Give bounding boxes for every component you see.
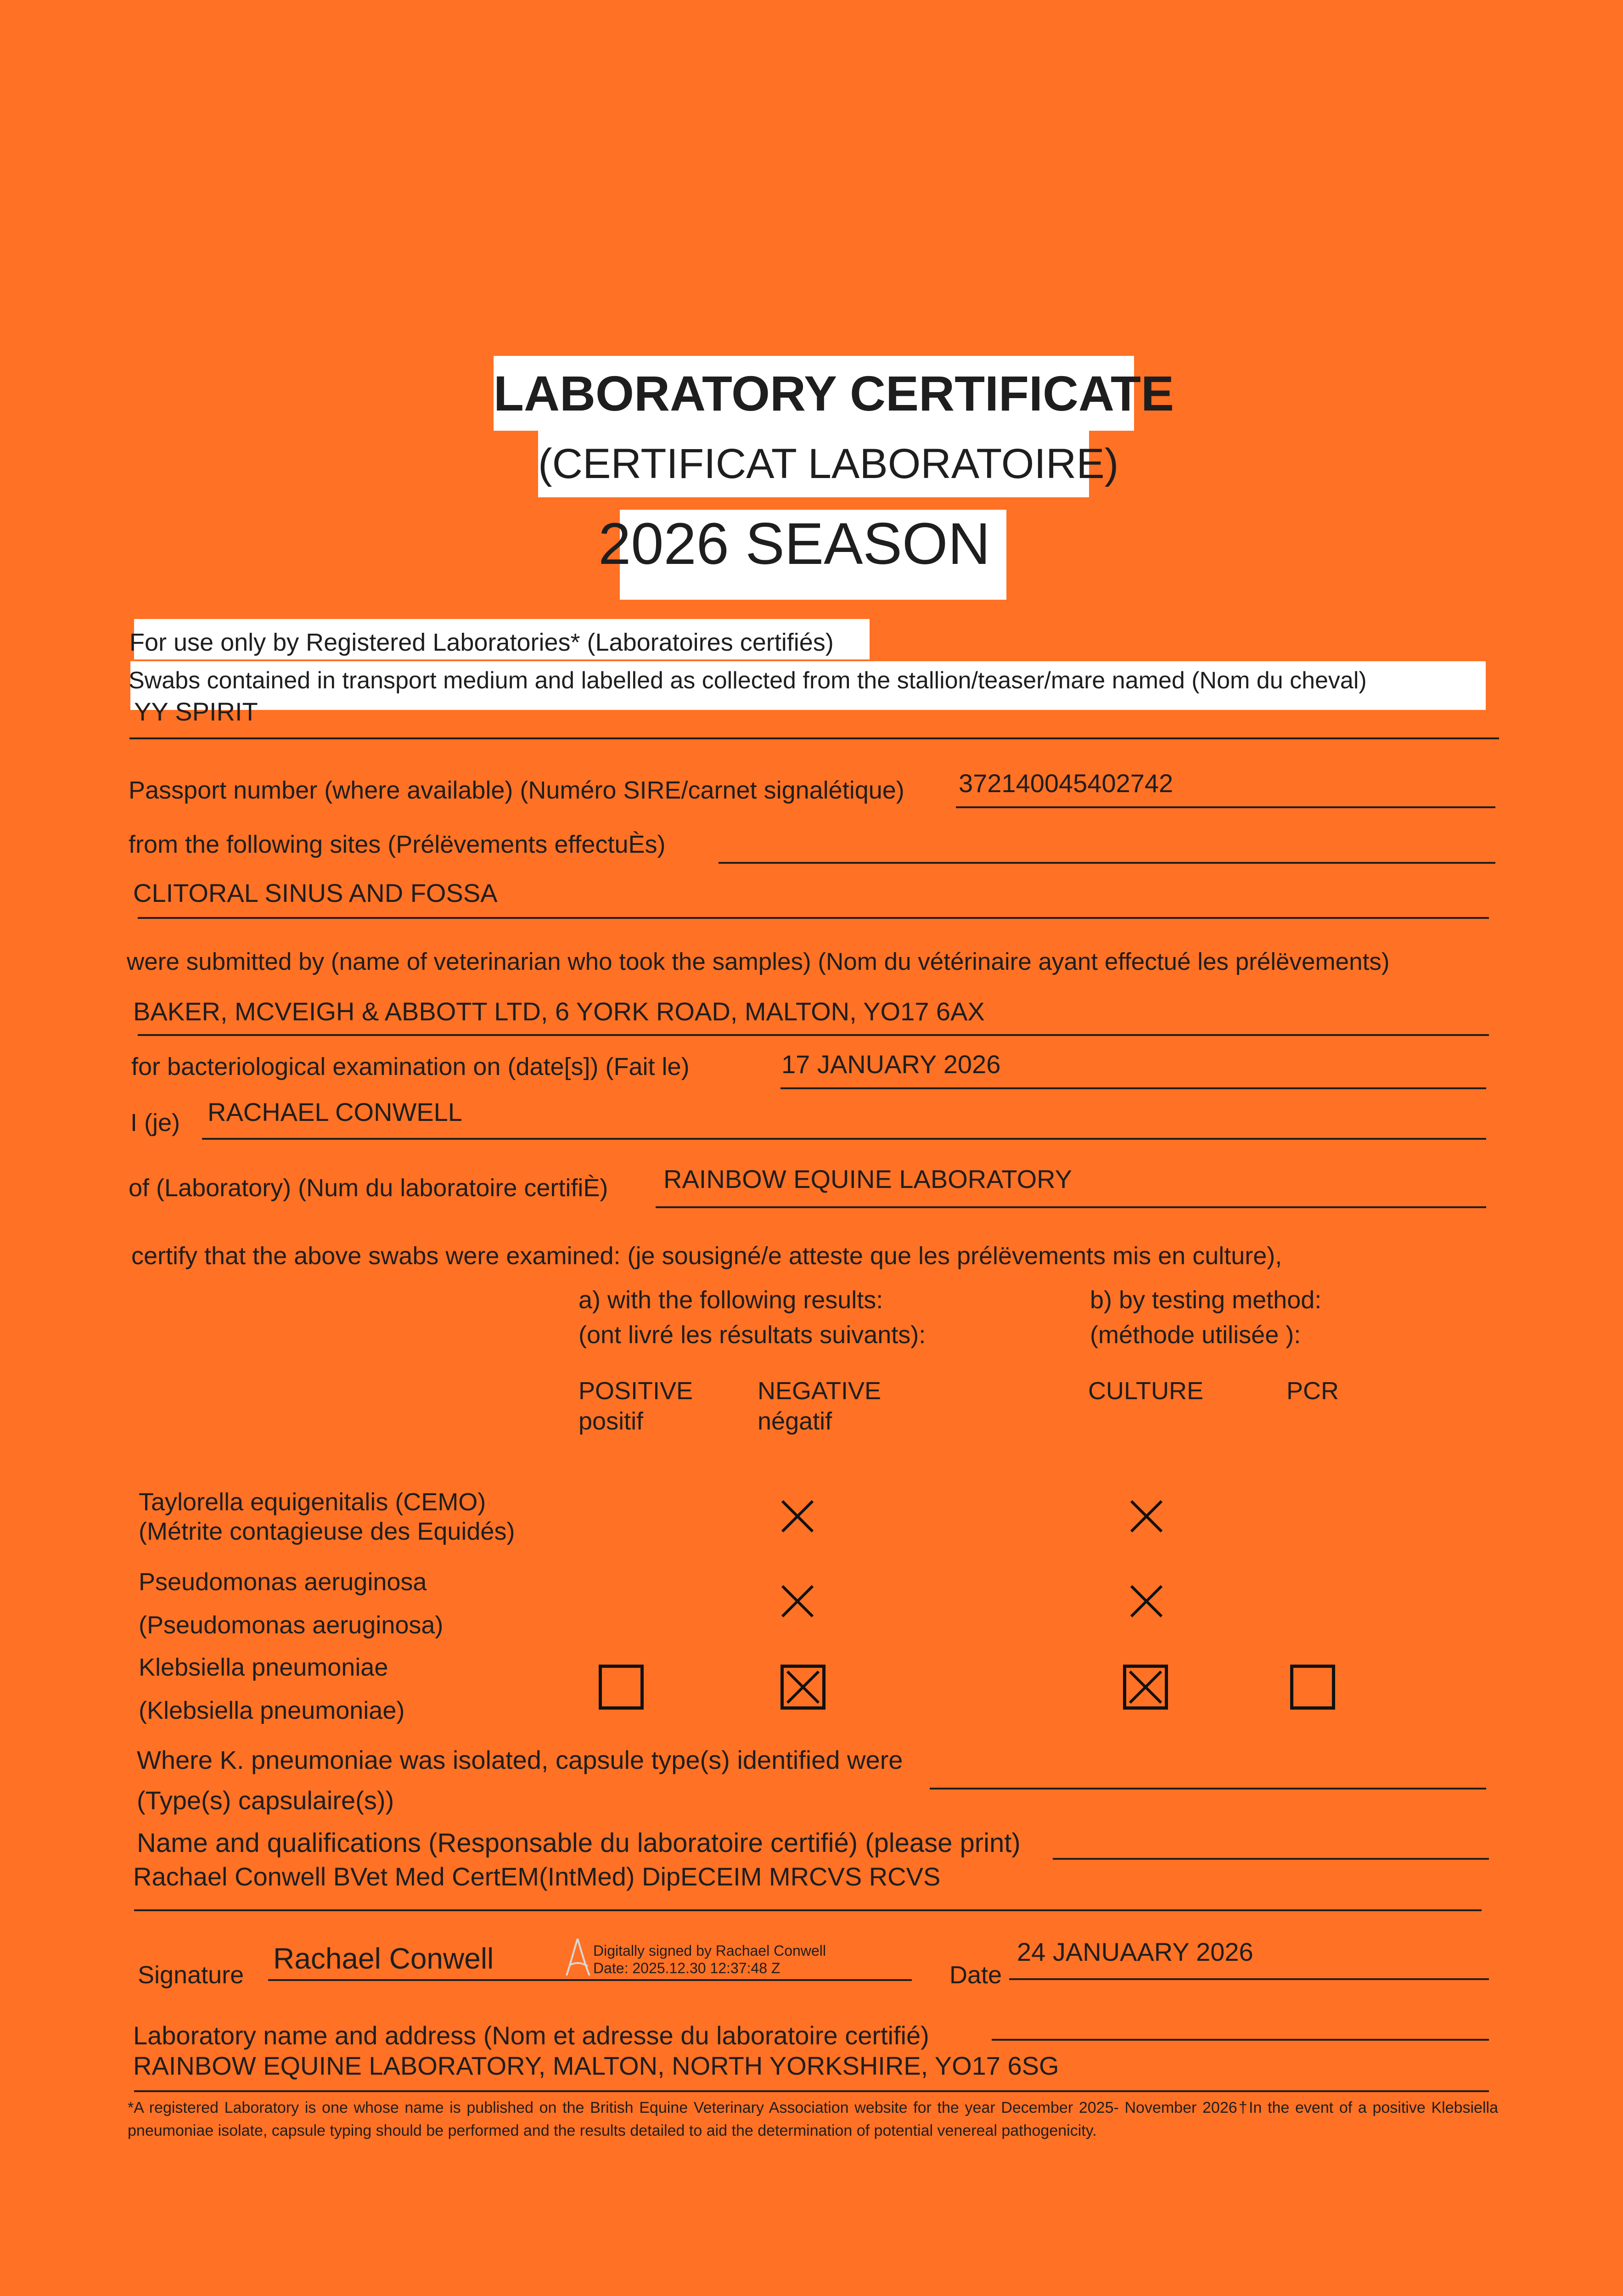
date-label: Date (949, 1961, 1002, 1989)
lab-address-label: Laboratory name and address (Nom et adresse du laboratoire certifié) (133, 2021, 929, 2050)
taylorella-negative-cross-icon (781, 1499, 814, 1533)
klebsiella-positive-checkbox[interactable] (599, 1665, 644, 1710)
taylorella-culture-cross-icon (1129, 1499, 1163, 1533)
signature-name: Rachael Conwell (273, 1942, 494, 1975)
digital-signature-line2: Date: 2025.12.30 12:37:48 Z (593, 1960, 781, 1976)
checked-cross-icon (1126, 1668, 1165, 1706)
passport-line (956, 806, 1495, 808)
qualifications-line-2 (134, 1909, 1482, 1911)
passport-label: Passport number (where available) (Numéro SIRE/carnet signalétique) (129, 777, 904, 804)
lab-address-line-1 (992, 2039, 1489, 2041)
results-heading: a) with the following results: (578, 1286, 883, 1314)
capsule-line (930, 1788, 1486, 1790)
digital-signature-line1: Digitally signed by Rachael Conwell (593, 1942, 826, 1959)
sites-label: from the following sites (Prélëvements effectuÈs) (129, 831, 666, 858)
certify-statement: certify that the above swabs were examined: (je sousigné/e atteste que les prélëvements mis en culture), (131, 1242, 1282, 1270)
lab-line (656, 1206, 1486, 1208)
col-positive-fr: positif (578, 1407, 644, 1435)
results-heading-fr: (ont livré les résultats suivants): (578, 1321, 926, 1349)
sites-line-1 (719, 862, 1495, 864)
swabs-label: Swabs contained in transport medium and labelled as collected from the stallion/teaser/mare named (Nom du cheval) (129, 667, 1367, 694)
exam-label: for bacteriological examination on (date[s]) (Fait le) (131, 1053, 690, 1080)
checked-cross-icon (784, 1668, 822, 1706)
col-culture: CULTURE (1088, 1377, 1204, 1405)
sites-value: CLITORAL SINUS AND FOSSA (133, 878, 498, 907)
method-heading-fr: (méthode utilisée ): (1090, 1321, 1301, 1349)
col-negative-fr: négatif (758, 1407, 832, 1435)
row-klebsiella-name-fr: (Klebsiella pneumoniae) (139, 1697, 405, 1724)
passport-value: 372140045402742 (959, 769, 1174, 798)
klebsiella-negative-checkbox[interactable] (781, 1665, 826, 1710)
date-line (1009, 1978, 1489, 1980)
lab-value: RAINBOW EQUINE LABORATORY (663, 1165, 1072, 1193)
row-pseudomonas-name-fr: (Pseudomonas aeruginosa) (139, 1611, 444, 1639)
klebsiella-pcr-checkbox[interactable] (1290, 1665, 1335, 1710)
capsule-label-fr: (Type(s) capsulaire(s)) (137, 1786, 394, 1815)
date-value: 24 JANUAARY 2026 (1017, 1937, 1253, 1966)
vet-line (138, 1034, 1489, 1036)
method-heading: b) by testing method: (1090, 1286, 1322, 1314)
row-klebsiella-name: Klebsiella pneumoniae (139, 1654, 388, 1681)
vet-value: BAKER, MCVEIGH & ABBOTT LTD, 6 YORK ROAD, MALTON, YO17 6AX (133, 997, 985, 1026)
i-label: I (je) (130, 1109, 180, 1137)
qualifications-line-1 (1053, 1858, 1489, 1860)
digital-signature-icon (565, 1937, 591, 1981)
col-pcr: PCR (1286, 1377, 1339, 1405)
i-line (202, 1138, 1486, 1140)
footnote: *A registered Laboratory is one whose name is published on the British Equine Veterinary Association website for the year December 2025- November 2026†In the event of a positive Klebsiella pneumoniae isolate, capsule typing should be performed and the results detailed to aid the determination of potential venereal pathogenicity. (128, 2099, 1498, 2139)
qualifications-label: Name and qualifications (Responsable du laboratoire certifié) (please print) (137, 1828, 1021, 1858)
i-value: RACHAEL CONWELL (208, 1097, 462, 1126)
lab-address-line-2 (134, 2090, 1489, 2092)
exam-line (781, 1087, 1486, 1089)
certificate-title: LABORATORY CERTIFICATE (494, 366, 1174, 421)
lab-address-value: RAINBOW EQUINE LABORATORY, MALTON, NORTH YORKSHIRE, YO17 6SG (133, 2051, 1059, 2080)
certificate-subtitle: (CERTIFICAT LABORATOIRE) (538, 440, 1119, 487)
sites-line-2 (138, 917, 1489, 919)
signature-label: Signature (138, 1961, 244, 1989)
capsule-label: Where K. pneumoniae was isolated, capsule type(s) identified were (137, 1745, 903, 1774)
row-taylorella-name: Taylorella equigenitalis (CEMO) (139, 1488, 486, 1516)
col-negative: NEGATIVE (758, 1377, 882, 1405)
klebsiella-culture-checkbox[interactable] (1123, 1665, 1168, 1710)
registered-note: For use only by Registered Laboratories* (Laboratoires certifiés) (129, 629, 834, 656)
horse-name-line (129, 737, 1499, 739)
pseudomonas-negative-cross-icon (781, 1584, 814, 1618)
qualifications-value: Rachael Conwell BVet Med CertEM(IntMed) DipECEIM MRCVS RCVS (133, 1862, 941, 1891)
row-taylorella-name-fr: (Métrite contagieuse des Equidés) (139, 1518, 515, 1545)
horse-name-value: YY SPIRIT (134, 697, 258, 726)
pseudomonas-culture-cross-icon (1129, 1584, 1163, 1618)
vet-label: were submitted by (name of veterinarian who took the samples) (Nom du vétérinaire ayant effectué les prélëvements) (127, 948, 1390, 975)
lab-label: of (Laboratory) (Num du laboratoire certifiÈ) (129, 1174, 608, 1202)
row-pseudomonas-name: Pseudomonas aeruginosa (139, 1568, 427, 1596)
signature-line (268, 1979, 912, 1981)
col-positive: POSITIVE (578, 1377, 693, 1405)
season-title: 2026 SEASON (598, 511, 990, 577)
exam-value: 17 JANUARY 2026 (781, 1050, 1001, 1079)
